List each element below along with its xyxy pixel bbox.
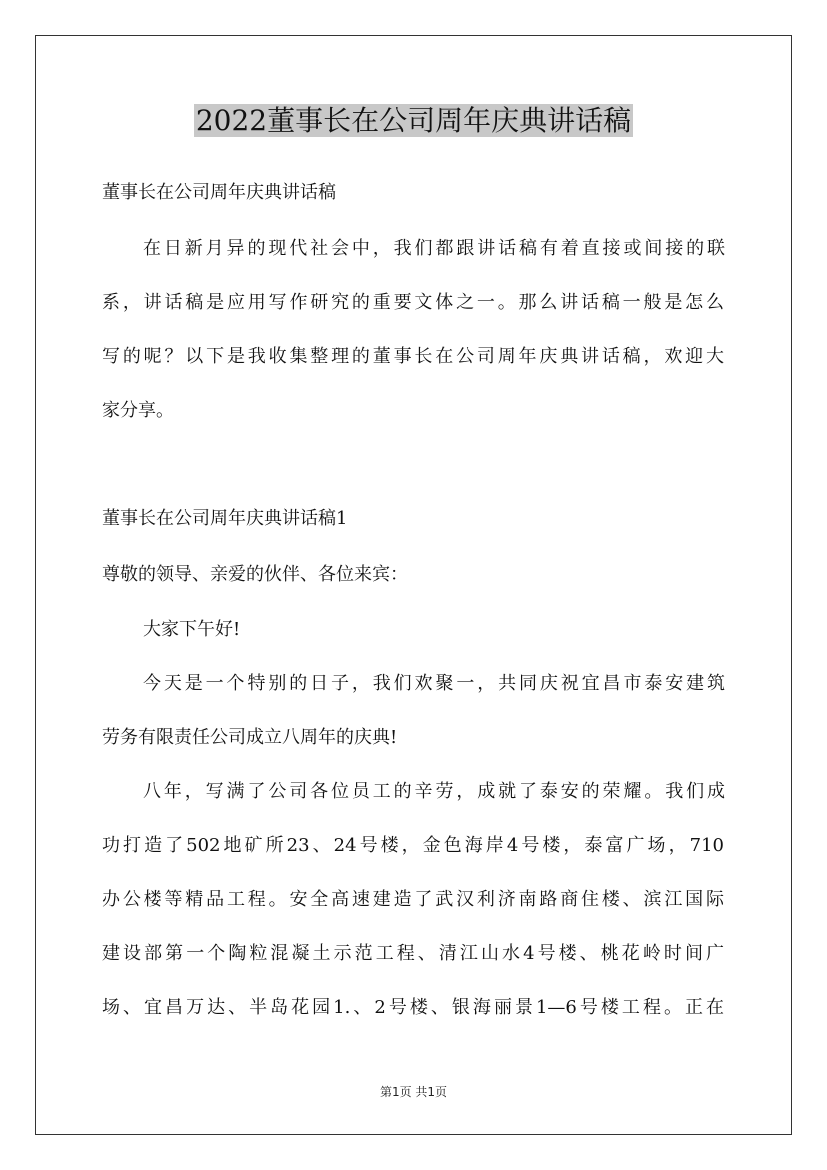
- paragraph-line: 办公楼等精品工程。安全高速建造了武汉利济南路商住楼、滨江国际: [102, 889, 724, 910]
- paragraph-line: 写的呢？以下是我收集整理的董事长在公司周年庆典讲话稿，欢迎大: [102, 346, 724, 367]
- paragraph-line: 场、宜昌万达、半岛花园1.、2号楼、银海丽景1—6号楼工程。正在: [102, 997, 724, 1018]
- section-heading: 董事长在公司周年庆典讲话稿1: [102, 508, 348, 529]
- greeting-line: 大家下午好!: [143, 619, 241, 640]
- paragraph-line: 劳务有限责任公司成立八周年的庆典!: [102, 727, 398, 748]
- paragraph-line: 今天是一个特别的日子，我们欢聚一，共同庆祝宜昌市泰安建筑: [143, 673, 725, 694]
- paragraph-line: 八年，写满了公司各位员工的辛劳，成就了泰安的荣耀。我们成: [143, 781, 725, 802]
- paragraph-line: 系，讲话稿是应用写作研究的重要文体之一。那么讲话稿一般是怎么: [102, 292, 724, 313]
- document-title: [0, 101, 827, 141]
- salutation-line: 尊敬的领导、亲爱的伙伴、各位来宾：: [102, 564, 408, 585]
- document-title-text: 2022董事长在公司周年庆典讲话稿: [195, 104, 632, 137]
- subtitle-line: 董事长在公司周年庆典讲话稿: [102, 182, 336, 203]
- paragraph-line: 建设部第一个陶粒混凝土示范工程、清江山水4号楼、桃花岭时间广: [102, 943, 724, 964]
- page-footer: 第1页 共1页: [379, 1085, 448, 1099]
- paragraph-line: 家分享。: [102, 400, 174, 421]
- paragraph-line: 功打造了502地矿所23、24号楼，金色海岸4号楼，泰富广场，710: [102, 835, 724, 856]
- paragraph-line: 在日新月异的现代社会中，我们都跟讲话稿有着直接或间接的联: [143, 238, 725, 259]
